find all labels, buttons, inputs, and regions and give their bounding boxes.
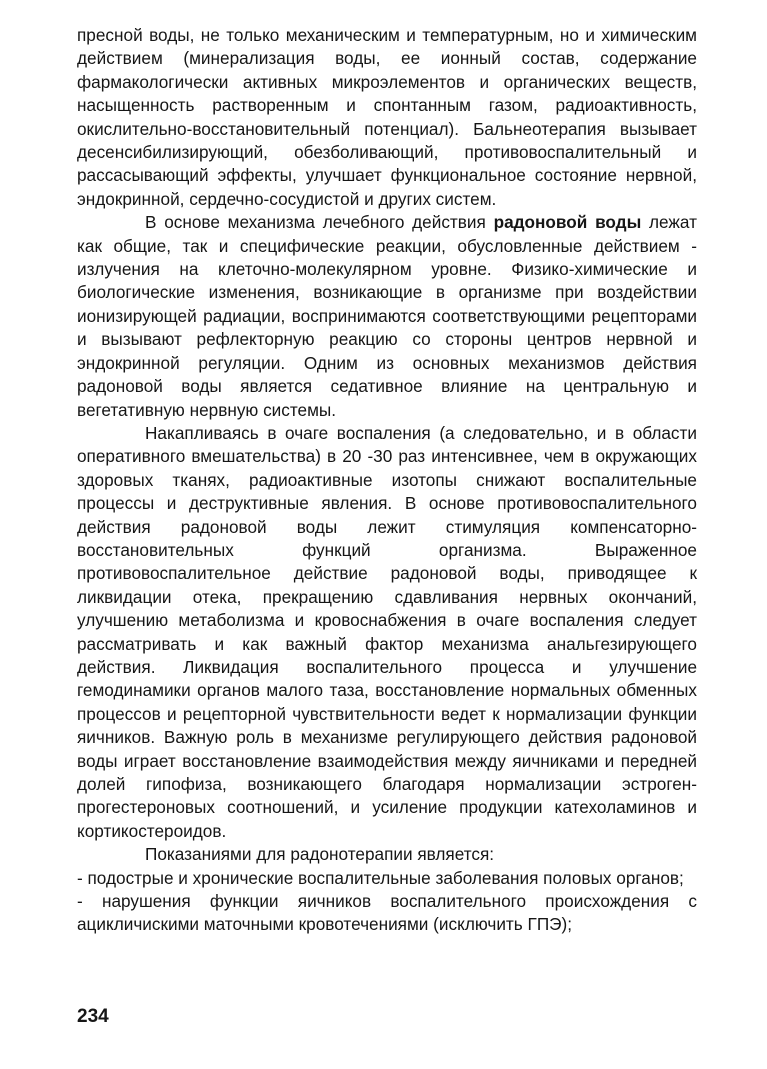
paragraph-anti-inflammatory: Накапливаясь в очаге воспаления (а следовательно, и в области оперативного вмешательства) в 20 -30 раз интенсивнее, чем в окружающих здоровых тканях, радиоактивные изотопы снижают воспалительные процессы и деструктивные явления. В основе противовоспалительного действия радоновой воды лежит стимуляция компенсаторно-восстановительных функций организма. Выраженное противовоспалительное действие радоновой воды, приводящее к ликвидации отека, прекращению сдавливания нервных окончаний, улучшению метаболизма и кровоснабжения в очаге воспаления следует рассматривать и как важный фактор механизма анальгезирующего действия. Ликвидация воспалительного процесса и улучшение гемодинамики органов малого таза, восстановление нормальных обменных процессов и рецепторной чувствительности ведет к нормализации функции яичников. Важную роль в механизме регулирующего действия радоновой воды играет восстановление взаимодействия между яичниками и передней долей гипофиза, возникающего благодаря нормализации эстроген-прогестероновых соотношений, и усиление продукции катехоламинов и кортикостероидов.: [77, 422, 697, 841]
page-number: 234: [77, 1006, 109, 1027]
indication-item: - нарушения функции яичников воспалительного происхождения с ацикличискими маточными кровотечениями (исключить ГПЭ);: [77, 891, 697, 935]
paragraph-radon-lead: В основе механизма лечебного действия: [145, 212, 494, 233]
page-body: [77, 24, 697, 937]
indication-item: - подострые и хронические воспалительные заболевания половых органов;: [77, 867, 684, 888]
radon-water-emphasis: радоновой воды: [493, 212, 642, 233]
paragraph-bath-therapy: пресной воды, не только механическим и температурным, но и химическим действием (минерализация воды, ее ионный состав, содержание фармакологически активных микроэлементов и органических веществ, насыщенность растворенным и спонтанным газом, радиоактивность, окислительно-восстановительный потенциал). Бальнеотерапия вызывает десенсибилизирующий, обезболивающий, противовоспалительный и рассасывающий эффекты, улучшает функциональное состояние нервной, эндокринной, сердечно-сосудистой и других систем.: [77, 25, 697, 209]
paragraph-radon-rest: лежат как общие, так и специфические реакции, обусловленные действием - излучения на клеточно-молекулярном уровне. Физико-химические и биологические изменения, возникающие в организме при воздействии ионизирующей радиации, воспринимаются соответствующими рецепторами и вызывают рефлекторную реакцию со стороны центров нервной и эндокринной регуляции. Одним из основных механизмов действия радоновой воды является седативное влияние на центральную и вегетативную нервную системы.: [77, 212, 697, 420]
indications-heading: Показаниями для радонотерапии является:: [145, 844, 495, 865]
paragraph-radon-mechanism: [77, 211, 697, 422]
